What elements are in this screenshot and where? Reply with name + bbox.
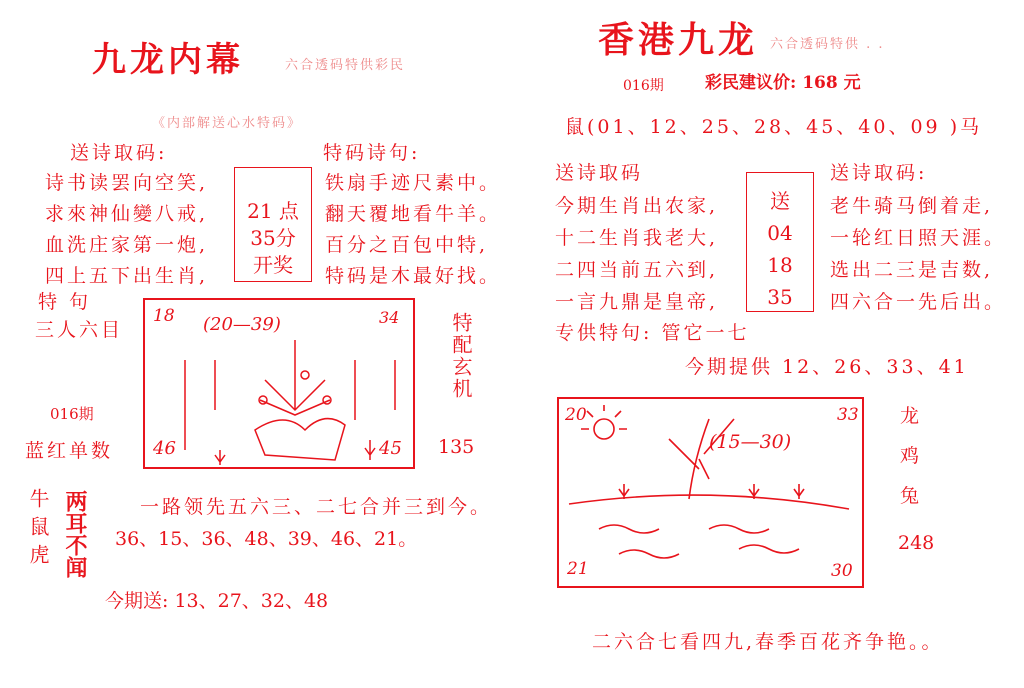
left-line1: 一路领先五六三、二七合并三到今。: [140, 496, 493, 518]
corner-number: 20: [565, 405, 587, 425]
poem-line: 一言九鼎是皇帝,: [555, 291, 719, 313]
corner-number: 30: [831, 561, 853, 581]
poem-line: 四上五下出生肖,: [45, 265, 209, 287]
right-side-zodiacs: [900, 396, 922, 516]
range-label: (15—30): [709, 431, 792, 453]
corner-number: 45: [379, 438, 402, 459]
price: 彩民建议价: 168 元: [705, 73, 861, 93]
draw-hour: 21 点: [247, 199, 299, 223]
left-poem2-header: 特码诗句:: [323, 142, 421, 164]
right-subtitle: 六合透码特供 . .: [770, 37, 885, 52]
right-provide: 今期提供 12、26、33、41: [685, 356, 969, 378]
poem-line: 二四当前五六到,: [555, 259, 719, 281]
poem-line: 诗书读罢向空笑,: [45, 172, 209, 194]
draw-label: 开奖: [253, 253, 293, 277]
corner-number: 21: [567, 559, 589, 579]
poem-line: 一轮红日照天涯。: [830, 227, 1007, 249]
zodiac-vertical: 牛鼠虎: [26, 488, 50, 572]
poem-line: 四六合一先后出。: [830, 291, 1007, 313]
poem-line: 特码是木最好找。: [325, 265, 502, 287]
zodiac: 兔: [900, 485, 923, 507]
right-poem1-header: 送诗取码: [555, 162, 644, 184]
range-label: (20—39): [203, 314, 281, 335]
special-text: 三人六目: [35, 319, 124, 341]
corner-number: 46: [153, 438, 176, 459]
send-number: 04: [767, 221, 793, 245]
corner-number: 18: [153, 306, 175, 326]
poem-line: 求來神仙變八戒,: [45, 203, 209, 225]
poem-line: 百分之百包中特,: [325, 234, 489, 256]
color-hint: 蓝红单数: [25, 440, 114, 462]
right-issue: 016期: [623, 78, 664, 94]
slogan-vertical: 两耳不闻: [62, 490, 88, 578]
zodiac: 鸡: [900, 445, 923, 467]
left-subtitle: 六合透码特供彩民: [285, 58, 406, 73]
draw-time-box: [234, 167, 312, 282]
send-number: 18: [767, 253, 793, 277]
poem-line: 十二生肖我老大,: [555, 227, 719, 249]
poem-line: 老牛骑马倒着走,: [830, 195, 994, 217]
special-label: 特 句: [38, 291, 92, 313]
right-poem1: [555, 190, 718, 318]
right-poem2: [830, 190, 1006, 318]
corner-number: 33: [837, 405, 859, 425]
left-poem1-header: 送诗取码:: [70, 142, 168, 164]
zodiac: 龙: [900, 405, 923, 427]
poem-line: 选出二三是吉数,: [830, 259, 994, 281]
right-side-number: 248: [898, 532, 935, 554]
right-drawing: [557, 397, 864, 588]
side-vertical: 特配玄机: [449, 312, 473, 400]
poem-line: 今期生肖出农家,: [555, 195, 719, 217]
left-quote: 《内部解送心水特码》: [152, 116, 303, 131]
left-title: 九龙内幕: [92, 40, 244, 80]
right-footer: 二六合七看四九,春季百花齐争艳。。: [592, 631, 944, 653]
left-issue: 016期: [50, 405, 94, 423]
right-poem2-header: 送诗取码:: [830, 162, 928, 184]
right-title: 香港九龙: [598, 19, 759, 61]
zodiac-line: 鼠(01、12、25、28、45、40、09 )马: [565, 116, 983, 138]
left-poem1: [45, 168, 208, 292]
send-label: 送: [770, 189, 790, 213]
poem-line: 血洗庄家第一炮,: [45, 234, 209, 256]
right-special: 专供特句: 管它一七: [555, 322, 750, 344]
sketch-illustration: [559, 399, 862, 586]
left-send: 今期送: 13、27、32、48: [105, 590, 329, 612]
sketch-illustration: [145, 300, 413, 467]
left-poem2: [325, 168, 501, 292]
send-number: 35: [767, 285, 793, 309]
left-numbers: 36、15、36、48、39、46、21。: [115, 528, 418, 550]
send-box: [746, 172, 814, 312]
poem-line: 铁扇手迹尺素中。: [325, 172, 502, 194]
poem-line: 翻天覆地看牛羊。: [325, 203, 502, 225]
corner-number: 34: [379, 308, 400, 327]
draw-minute: 35分: [250, 226, 296, 250]
side-number: 135: [438, 436, 475, 458]
left-drawing: [143, 298, 415, 469]
